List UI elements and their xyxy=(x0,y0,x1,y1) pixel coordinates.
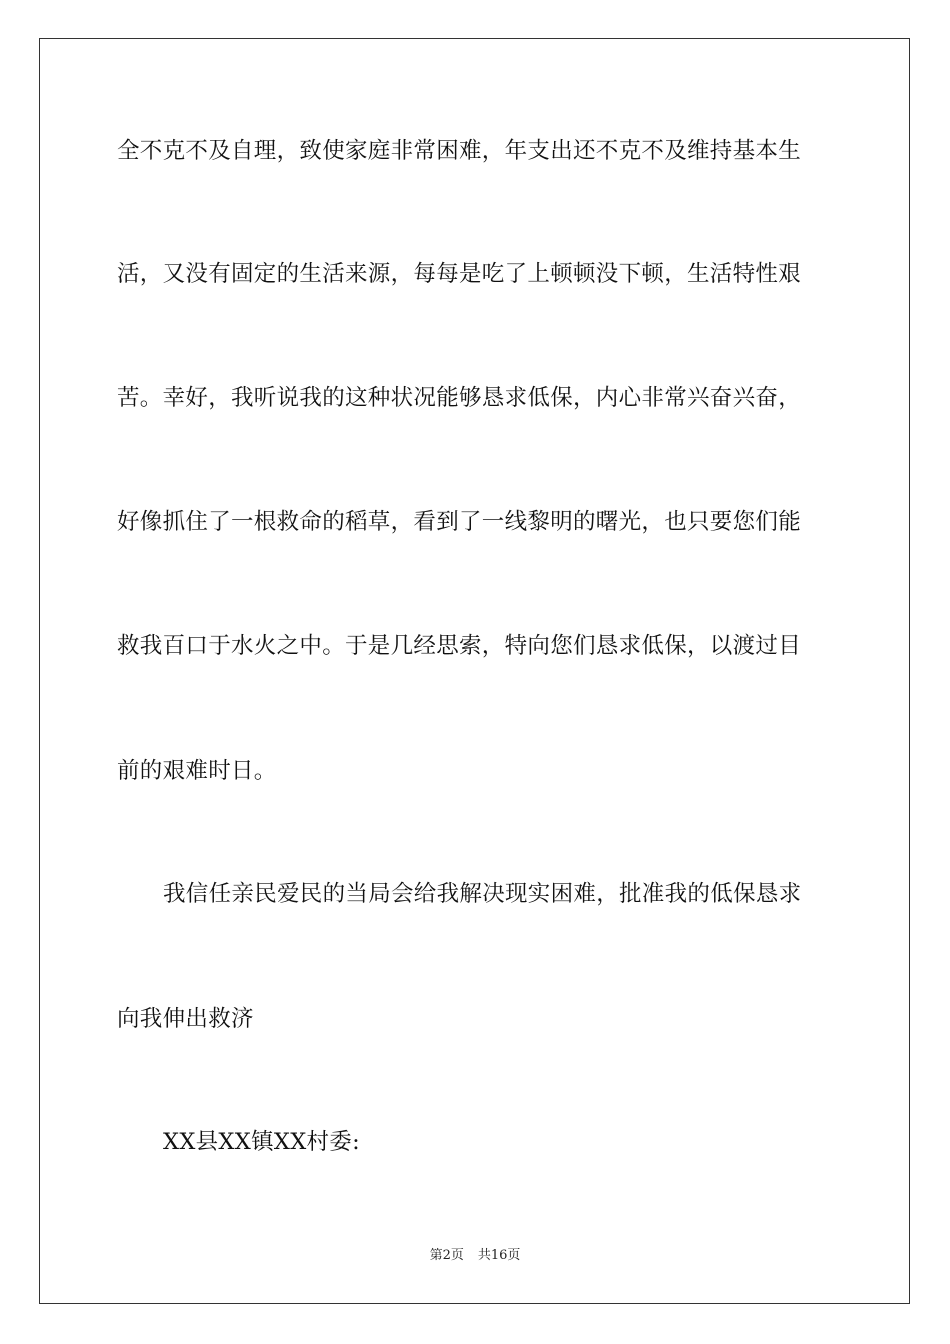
page-footer xyxy=(0,1247,950,1265)
body-line-7: 我信任亲民爱民的当局会给我解决现实困难，批准我的低保恳求 xyxy=(163,881,802,907)
body-line-2: 活，又没有固定的生活来源，每每是吃了上顿顿没下顿，生活特性艰 xyxy=(117,261,802,287)
page-number: 第2页 xyxy=(429,1248,464,1263)
body-line-5: 救我百口于水火之中。于是几经思索，特向您们恳求低保，以渡过目 xyxy=(117,633,802,659)
salutation-line: XX县XX镇XX村委: xyxy=(163,1129,360,1155)
body-line-3: 苦。幸好，我听说我的这种状况能够恳求低保，内心非常兴奋兴奋， xyxy=(117,385,802,411)
page-frame xyxy=(39,38,910,1304)
body-line-8: 向我伸出救济 xyxy=(117,1006,254,1032)
body-line-4: 好像抓住了一根救命的稻草，看到了一线黎明的曙光，也只要您们能 xyxy=(117,509,802,535)
body-line-6: 前的艰难时日。 xyxy=(117,758,277,784)
body-line-1: 全不克不及自理，致使家庭非常困难，年支出还不克不及维持基本生 xyxy=(117,138,802,164)
page-total: 共16页 xyxy=(477,1248,521,1263)
